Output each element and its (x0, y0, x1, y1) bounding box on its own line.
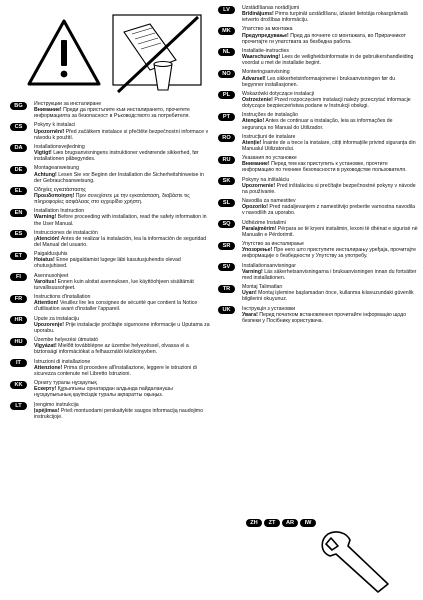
instruction-title: Upute za instalaciju (34, 315, 79, 322)
warning-label: Varoitus! (34, 278, 57, 285)
warning-text: Prieš montuodami perskaitykite saugos informaciją naudojimo instrukcijoje. (34, 407, 203, 420)
language-block-nl (218, 48, 418, 66)
instruction-text (34, 380, 210, 398)
language-code-badge: RO (218, 134, 235, 142)
warning-text: Před začátkem instalace si přečtěte bezpečnostní informace v návodu k použití. (34, 128, 209, 141)
language-code-badge: NO (218, 70, 235, 78)
warning-text: Lesen Sie vor Beginn der Installation die Sicherheitshinweise in der Gebrauchsanweisung. (34, 171, 204, 184)
warning-text: Pirms turpināt uzstādīšanu, izlasiet lietotāja rokasgrāmatā ietverto drošības informāciju. (242, 11, 408, 24)
instruction-title: Οδηγίες εγκατάστασης (34, 186, 86, 193)
instruction-text (242, 112, 418, 130)
warning-label: Waarschuwing! (242, 54, 281, 61)
warning-text: Перед початком встановлення прочитайте інформацію щодо безпеки у Посібнику користувача. (242, 311, 407, 324)
language-badge: IW (300, 519, 316, 527)
instruction-text (34, 101, 210, 119)
warning-label: Внимание! (242, 161, 270, 168)
warning-label: Varning! (242, 268, 263, 275)
instruction-text (34, 165, 210, 183)
instruction-text (34, 316, 210, 334)
language-code-badge: KK (10, 381, 27, 389)
instruction-title: Uzstādīšanas norādījumi (242, 5, 300, 11)
warning-text: Les sikkerhetsinformasjonene i bruksanvisningen før du begynner installasjonen. (242, 75, 396, 88)
language-badge: ZT (264, 519, 280, 527)
language-block-pl (218, 91, 418, 109)
instruction-text (34, 359, 210, 377)
language-badge: AR (282, 519, 298, 527)
instruction-title: Üzembe helyezési útmutató (34, 337, 99, 344)
instruction-title: Instruções de instalação (242, 112, 298, 119)
warning-label: Внимание! (34, 107, 62, 114)
warning-text: Antes de continuar a instalação, leia as informações de segurança no Manual do Utilizador. (242, 118, 393, 131)
language-block-hu (10, 337, 210, 355)
instruction-title: Montaj Talimatları (242, 284, 283, 291)
language-code-badge: PL (218, 91, 235, 99)
instruction-text (34, 230, 210, 248)
instruction-text (242, 91, 418, 109)
language-code-badge: SL (218, 199, 235, 207)
instruction-title: Istruzioni di installazione (34, 358, 91, 365)
warning-label: Upozornenie! (242, 182, 276, 189)
instruction-text (34, 273, 210, 291)
wrench-icon (318, 530, 402, 596)
instruction-text (242, 48, 418, 66)
instruction-title: Інструкція з установки (242, 305, 296, 312)
language-code-badge: UK (218, 306, 235, 314)
instruction-text (242, 284, 418, 302)
warning-text: Montaj işlemine başlamadan önce, kullanma kılavuzundaki güvenlik bilgilerini okuyunuz. (242, 290, 414, 303)
language-code-badge: DA (10, 144, 27, 152)
warning-label: Hoiatus! (34, 257, 55, 264)
language-block-lt (10, 402, 210, 420)
language-code-badge: PT (218, 113, 235, 121)
warning-text: Prije instalacije pročitajte sigurnosne informacije u Uputama za uporabu. (34, 321, 210, 334)
language-block-sk (218, 177, 418, 195)
instruction-title: Installation Instruction (34, 208, 85, 215)
language-code-badge: LT (10, 402, 27, 410)
instruction-title: Installationsanvisningar (242, 262, 296, 269)
instruction-text (34, 337, 210, 355)
language-code-badge: FR (10, 295, 27, 303)
warning-label: Attenzione! (34, 364, 63, 371)
language-code-badge: IT (10, 359, 27, 367)
instruction-text (242, 198, 418, 216)
language-block-no (218, 69, 418, 87)
language-block-sv (218, 263, 418, 281)
language-code-badge: FI (10, 273, 27, 281)
warning-label: Upozornění! (34, 128, 65, 135)
language-block-lv (218, 5, 418, 23)
instruction-text (242, 241, 418, 259)
warning-label: Opozorilo! (242, 204, 268, 211)
warning-label: Achtung! (34, 171, 57, 178)
language-block-cs (10, 122, 210, 140)
instruction-text (34, 187, 210, 205)
instruction-title: Pokyny na inštaláciu (242, 176, 290, 183)
language-block-fi (10, 273, 210, 291)
language-code-badge: SR (218, 242, 235, 250)
instruction-title: Monteringsanvisning (242, 69, 290, 76)
extra-language-badges (246, 519, 316, 527)
language-block-ru (218, 155, 418, 173)
language-code-badge: DE (10, 166, 27, 174)
language-block-el (10, 187, 210, 205)
warning-text: Before proceeding with installation, read the safety information in the User Manual. (34, 214, 207, 227)
warning-text: Prima di procedere all'installazione, leggere le istruzioni di sicurezza contenute nel Libretto Istruzioni. (34, 364, 197, 377)
language-column-right (218, 5, 418, 327)
warning-label: Ескерту! (34, 386, 57, 393)
instruction-title: Navodila za namestitev (242, 198, 296, 205)
warning-label: ¡Atención! (34, 235, 60, 242)
language-code-badge: LV (218, 6, 235, 14)
language-code-badge: SK (218, 177, 235, 185)
instruction-title: Paigaldusjuhis (34, 251, 68, 258)
language-code-badge: EN (10, 209, 27, 217)
language-code-badge: ET (10, 252, 27, 260)
warning-text: Құрылғыны орнатардан алдында пайдаланушы нұсқаулығының қауіпсіздік туралы ақпаратты оқыңыз. (34, 386, 173, 399)
language-block-kk (10, 380, 210, 398)
language-block-bg (10, 101, 210, 119)
warning-text: Przed rozpoczęciem instalacji należy przeczytać informacje dotyczące bezpieczeństwa podane w Instrukcji obsługi. (242, 96, 411, 110)
do-not-discard-manual-icon (110, 12, 206, 96)
instruction-title: Instrucciones de instalación (34, 229, 98, 236)
language-block-en (10, 208, 210, 226)
warning-text: Пре него што приступите инсталирању уређаја, прочитајте информације о безбедности у Упутству за употребу. (242, 247, 416, 260)
warning-text: Mielőtt továbblépne az üzembe helyezéssel, olvassa el a biztonsági információkat a felhasználói kézikönyvben. (34, 343, 189, 356)
warning-label: Atenție! (242, 139, 262, 146)
warning-text: Läs säkerhetsanvisningarna i bruksanvisningen innan du fortsätter med installationen. (242, 268, 417, 281)
instruction-text (242, 134, 418, 152)
warning-label: Увага! (242, 311, 258, 318)
warning-label: Paralajmërim! (242, 225, 277, 232)
language-code-badge: CS (10, 123, 27, 131)
warning-label: Advarsel! (242, 75, 266, 82)
warning-text: Përpara se të kryeni instalimin, lexoni të dhënat e sigurisë në Manualin e Përdorimit. (242, 225, 418, 238)
warning-label: Упозорење! (242, 247, 273, 254)
warning-text: Преди да пристъпите към инсталирането, прочетете информацията за безопасност в Ръководството за потребителя. (34, 107, 190, 120)
language-code-badge: HR (10, 316, 27, 324)
language-column-left (10, 101, 210, 423)
language-block-es (10, 230, 210, 248)
instruction-title: Упатство за монтажа (242, 26, 293, 33)
instruction-title: Орнату туралы нұсқаулық (34, 380, 97, 387)
warning-label: Upozorenje! (34, 321, 64, 328)
language-block-de (10, 165, 210, 183)
language-badge: ZH (246, 519, 262, 527)
warning-text: Antes de realizar la instalación, lea la información de seguridad del Manual del usuario. (34, 235, 207, 248)
instruction-title: Instrucțiuni de instalare (242, 133, 296, 140)
language-block-da (10, 144, 210, 162)
instruction-title: Упутство за инсталирање (242, 241, 304, 248)
language-code-badge: EL (10, 187, 27, 195)
language-code-badge: ES (10, 230, 27, 238)
language-code-badge: NL (218, 48, 235, 56)
warning-text: Πριν συνεχίσετε με την εγκατάσταση, διαβάστε τις πληροφορίες ασφάλειας στο εγχειρίδιο χρήστη. (34, 192, 190, 206)
language-block-et (10, 251, 210, 269)
warning-triangle-icon (26, 18, 102, 88)
warning-label: Uyarı! (242, 290, 257, 297)
warning-text: Ennen kuin aloitat asennuksen, lue käyttöohjeen sisältämät turvallisuusohjeet. (34, 278, 194, 291)
language-block-fr (10, 294, 210, 312)
language-code-badge: TR (218, 285, 235, 293)
instruction-text (242, 5, 418, 23)
warning-text: Pred inštaláciou si prečítajte bezpečnostné pokyny v návode na používanie. (242, 182, 416, 195)
warning-text: Enne paigaldamist lugege läbi kasutusjuhendis olevad ohutusjuhised. (34, 257, 181, 270)
language-block-pt (218, 112, 418, 130)
instruction-title: Pokyny k instalaci (34, 122, 76, 129)
instruction-text (34, 294, 210, 312)
language-block-sq (218, 220, 418, 238)
warning-label: Предупредување! (242, 32, 289, 39)
warning-label: Attention! (34, 300, 59, 307)
instruction-text (34, 208, 210, 226)
instruction-text (242, 220, 418, 238)
warning-label: Vigyázat! (34, 343, 57, 350)
instruction-text (34, 144, 210, 162)
instruction-title: Instructions d'installation (34, 294, 91, 301)
instruction-title: Installatie-instructies (242, 47, 289, 54)
warning-text: Пред да почнете со монтажата, во Прирачникот прочитајте ги упатствата за безбедна работа. (242, 32, 406, 45)
language-block-sl (218, 198, 418, 216)
warning-text: Pred nadaljevanjem z namestitvijo preberite varnostna navodila v navodilih za uporabo. (242, 204, 416, 217)
instruction-text (242, 155, 418, 173)
instruction-title: Wskazówki dotyczące instalacji (242, 90, 315, 97)
instruction-text (242, 69, 418, 87)
language-block-hr (10, 316, 210, 334)
instruction-title: Указания по установке (242, 155, 297, 162)
warning-label: Warning! (34, 214, 57, 221)
language-code-badge: SQ (218, 220, 235, 228)
language-code-badge: HU (10, 338, 27, 346)
instruction-title: Montageanweisung (34, 165, 79, 172)
warning-text: Læs brugsanvisningens instruktioner vedrørende sikkerhed, før installationen påbegyndes. (34, 150, 199, 163)
language-code-badge: MK (218, 27, 235, 35)
warning-text: Veuillez lire les consignes de sécurité que contient la Notice d'utilisation avant d'installer l'appareil. (34, 300, 198, 313)
instruction-text (242, 306, 418, 324)
warning-label: Atenção! (242, 118, 265, 125)
warning-label: Ostrzeżenie! (242, 96, 273, 103)
warning-text: Перед тем как приступить к установке, прочтите информацию по технике безопасности в руководстве пользователя. (242, 161, 407, 174)
instruction-text (34, 251, 210, 269)
instruction-title: Įrengimo instrukcija (34, 401, 79, 408)
language-code-badge: SV (218, 263, 235, 271)
instruction-title: Udhëzime Instalimi (242, 219, 286, 226)
instruction-text (34, 402, 210, 420)
warning-label: Įspėjimas! (34, 407, 60, 414)
instruction-title: Installationsvejledning (34, 143, 85, 150)
warning-label: Προειδοποίηση! (34, 192, 75, 199)
language-block-sr (218, 241, 418, 259)
instruction-text (242, 263, 418, 281)
instruction-text (34, 122, 210, 140)
language-block-it (10, 359, 210, 377)
warning-text: Lees de veiligheidsinformatie in de gebruikershandleiding voordat u met de installatie begint. (242, 54, 414, 67)
warning-text: Înainte de a trece la instalare, citiți informațiile privind siguranța din Manualul Utilizatorului. (242, 139, 416, 152)
language-block-uk (218, 306, 418, 324)
instruction-text (242, 177, 418, 195)
warning-label: Brīdinājums! (242, 11, 274, 18)
language-block-mk (218, 26, 418, 44)
language-block-ro (218, 134, 418, 152)
instruction-text (242, 26, 418, 44)
instruction-title: Инструкции за инсталиране (34, 101, 102, 107)
instruction-title: Asennusohjeet (34, 272, 69, 279)
warning-label: Vigtigt! (34, 150, 52, 157)
language-code-badge: BG (10, 102, 27, 110)
language-code-badge: RU (218, 156, 235, 164)
language-block-tr (218, 284, 418, 302)
